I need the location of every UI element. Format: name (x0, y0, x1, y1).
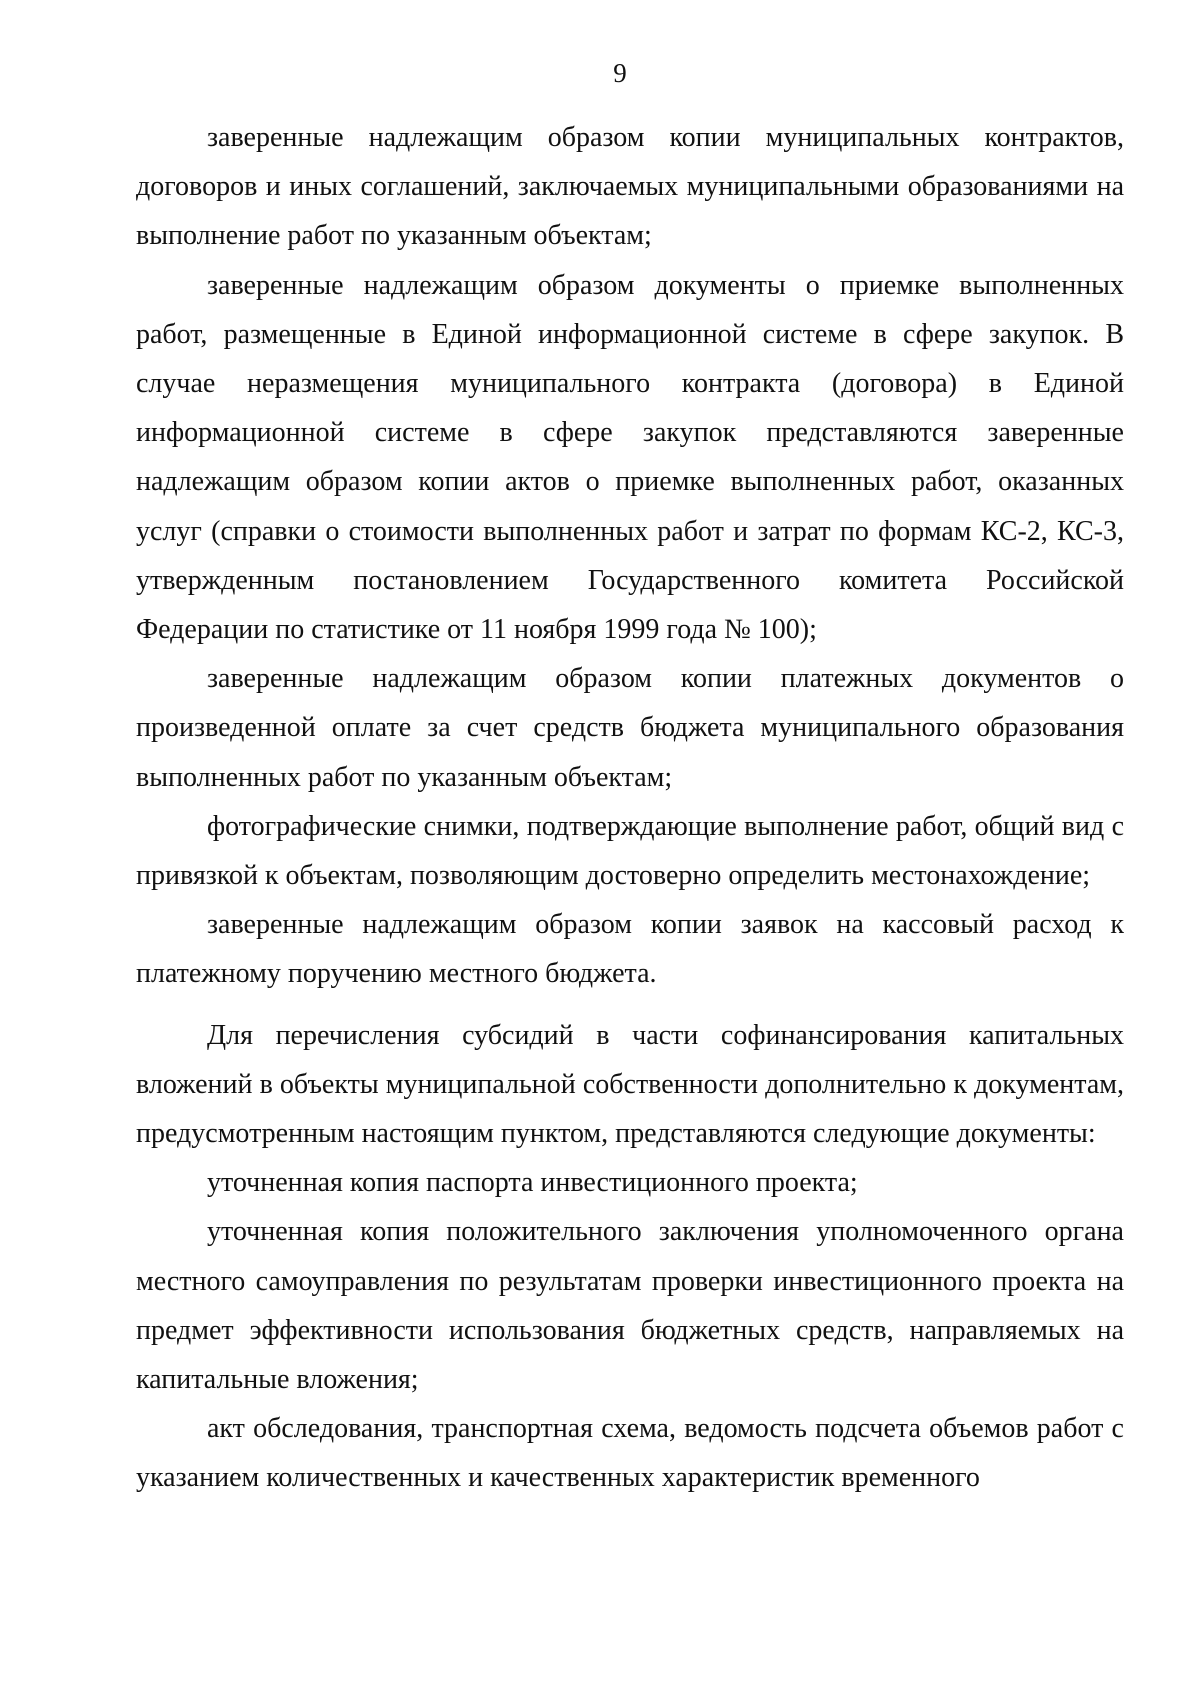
paragraph-capital-investment-intro: Для перечисления субсидий в части софинансирования капитальных вложений в объекты муниципальной собственности дополнительно к документам, предусмотренным настоящим пунктом, представляются следующие документы: (136, 1019, 1124, 1150)
paragraph-contract-copies: заверенные надлежащим образом копии муниципальных контрактов, договоров и иных соглашений, заключаемых муниципальными образованиями на выполнение работ по указанным объектам; (136, 122, 1124, 252)
paragraph-positive-conclusion: уточненная копия положительного заключения уполномоченного органа местного самоуправления по результатам проверки инвестиционного проекта на предмет эффективности использования бюджетных средств, направляемых на капитальные вложения; (136, 1216, 1124, 1396)
paragraph-cash-requests: заверенные надлежащим образом копии заявок на кассовый расход к платежному поручению местного бюджета. (136, 909, 1124, 990)
page-number: 9 (613, 58, 627, 88)
paragraph-inspection-act: акт обследования, транспортная схема, ведомость подсчета объемов работ с указанием количественных и качественных характеристик временного (136, 1413, 1124, 1494)
document-body (136, 113, 1124, 1503)
paragraph-payment-documents: заверенные надлежащим образом копии платежных документов о произведенной оплате за счет средств бюджета муниципального образования выполненных работ по указанным объектам; (136, 663, 1124, 793)
paragraph-project-passport: уточненная копия паспорта инвестиционного проекта; (207, 1167, 858, 1199)
paragraph-photographs: фотографические снимки, подтверждающие выполнение работ, общий вид с привязкой к объектам, позволяющим достоверно определить местонахождение; (136, 810, 1124, 892)
paragraph-acceptance-documents: заверенные надлежащим образом документы о приемке выполненных работ, размещенные в Единой информационной системе в сфере закупок. В случае неразмещения муниципального контракта (договора) в Единой информационной системе в сфере закупок представляются заверенные надлежащим образом копии актов о приемке выполненных работ, оказанных услуг (справки о стоимости выполненных работ и затрат по формам КС-2, КС-3, утвержденным постановлением Государственного комитета Российской Федерации по статистике от 11 ноября 1999 года № 100); (136, 269, 1124, 646)
